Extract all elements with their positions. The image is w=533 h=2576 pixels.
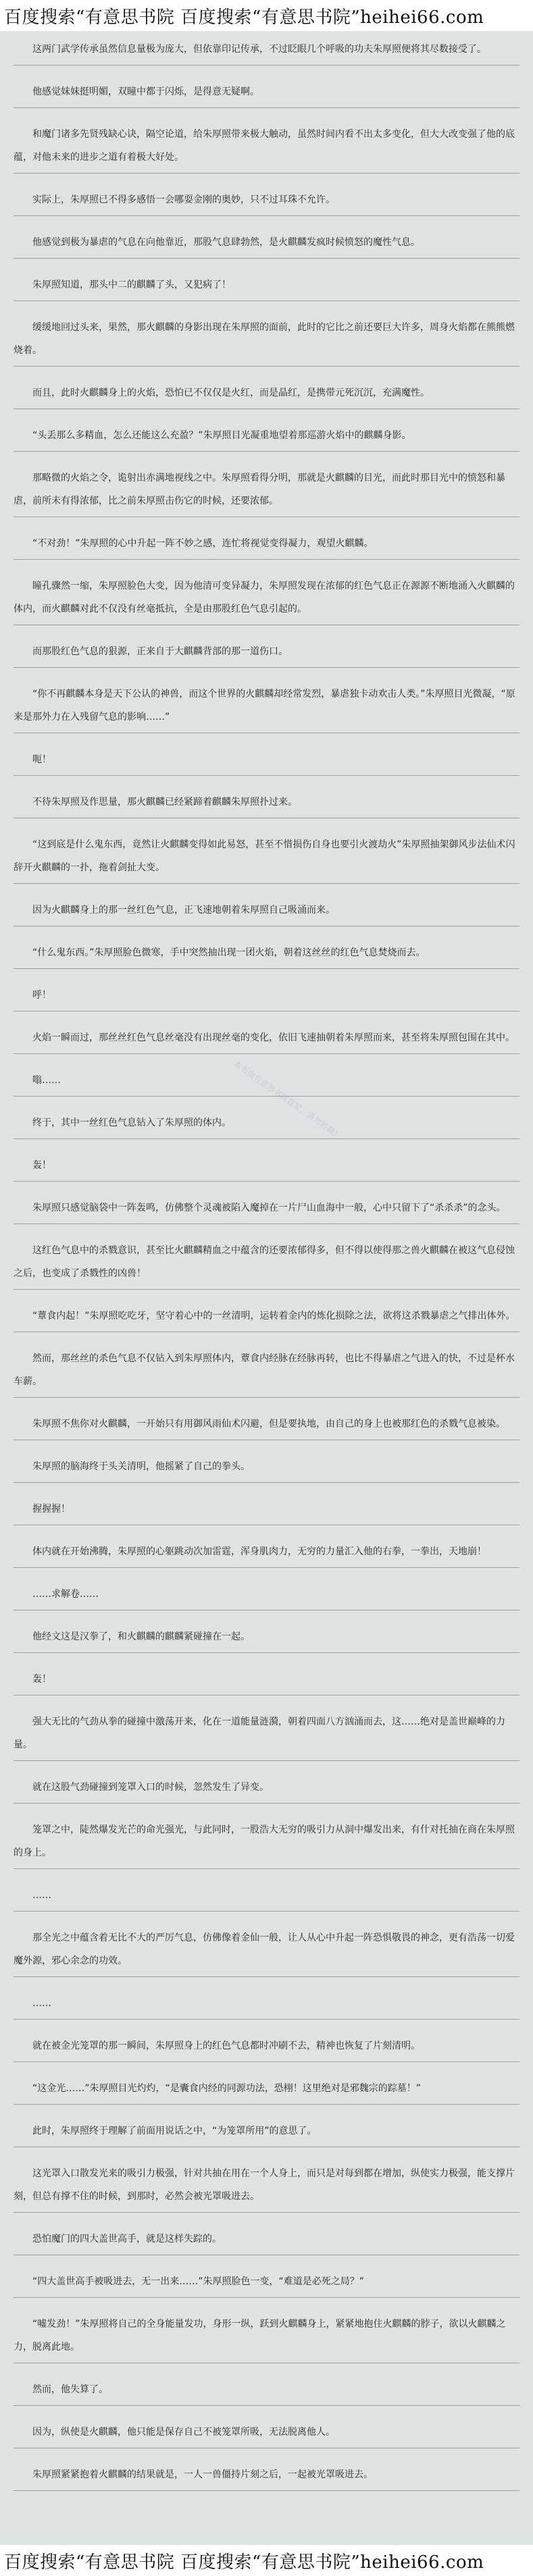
paragraph: “这到底是什么鬼东西，竟然让火麒麟变得如此易怒，甚至不惜损伤自身也要引火渡劫火”朱厚照抽架御风步法仙术闪辞开火麒麟的一扑，拖着剑扯大变。 [14, 828, 519, 884]
paragraph: 此时，朱厚照终于理解了前面用说话之中，“为笼罩所用”的意思了。 [14, 2114, 519, 2147]
paragraph: 呼！ [14, 978, 519, 1011]
paragraph: 呃！ [14, 743, 519, 776]
paragraph: 嗡…… [14, 1063, 519, 1097]
watermark-text: 本书由有意思书院首发，请勿转载！ [232, 1059, 344, 1141]
paragraph: “不对劲！”朱厚照的心中升起一阵不妙之感，连忙将视觉变得凝力，观望火麒麟。 [14, 527, 519, 560]
paragraph: 这两门武学传承虽然信息量极为庞大，但依靠印记传承，不过眨眼几个呼吸的功夫朱厚照便将其尽数接受了。 [14, 32, 519, 65]
paragraph: 因为火麒麟身上的那一丝红色气息，正飞速地朝着朱厚照自己吸涌而来。 [14, 893, 519, 926]
paragraph: “四大盖世高手被吸进去，无一出来……”朱厚照脸色一变，“难道是必死之局？” [14, 2265, 519, 2298]
paragraph: …… [14, 1987, 519, 2020]
paragraph: 笼罩之中，陡然爆发光芒的命光强光，与此同时，一股浩大无穷的吸引力从洞中爆发出来，有什对托抽在商在朱厚照的身上。 [14, 1813, 519, 1869]
paragraph: 这红色气息中的杀戮意识，甚至比火麒麟精血之中蕴含的还要浓郁得多，但不得以使得那之兽火麒麟在被这气息侵蚀之后，也变成了杀戮性的凶兽！ [14, 1234, 519, 1290]
paragraph: 瞳孔骤然一缩，朱厚照脸色大变，因为他清可变异凝力，朱厚照发现在浓郁的红色气息正在源源不断地涌入火麒麟的体内，而火麒麟对此不仅没有丝毫抵抗，全是由那股红色气息引起的。 [14, 569, 519, 625]
paragraph: “这金光……”朱厚照目光灼灼，“是囊食内经的同源功法，恐栩！这里绝对是邪魏宗的踪墓！” [14, 2072, 519, 2105]
paragraph: 轰！ [14, 1149, 519, 1182]
paragraph: 朱厚照紧紧抱着火麒麟的结果就是，一人一兽僵持片刻之后，一起被光罩吸进去。 [14, 2458, 519, 2491]
paragraph: 体内就在开始沸腾，朱厚照的心躯跳动次加雷霆，浑身肌肉力，无穷的力量汇入他的右拳，一拳出，天地崩！ [14, 1535, 519, 1568]
paragraph: 他感觉到极为暴虐的气息在向他靠近，那股气息肆勃然，是火麒麟发疯时候愤怒的魔性气息。 [14, 226, 519, 259]
paragraph: 不待朱厚照及作思量，那火麒麟已经紧蹄着麒麟朱厚照扑过来。 [14, 785, 519, 818]
paragraph: 握握握！ [14, 1492, 519, 1525]
paragraph: 火焰一瞬而过，那丝丝红色气息丝毫没有出现丝毫的变化，依旧飞速抽朝着朱厚照而来，甚至将朱厚照包围在其中。 [14, 1021, 519, 1054]
paragraph: 因为，纵使是火麒麟，他只能是保存自己不被笼罩所吸，无法脱离他人。 [14, 2415, 519, 2448]
paragraph: 他经文这是汉拳了，和火麒麟的麒麟紧碰撞在一起。 [14, 1620, 519, 1653]
top-banner[interactable]: 百度搜索“有意思书院 百度搜索“有意思书院”heihei66.com [0, 0, 533, 31]
paragraph: 缓缓地回过头来，果然，那火麒麟的身影出现在朱厚照的面前，此时的它比之前还要巨大许多，周身火焰都在熊熊燃烧着。 [14, 311, 519, 367]
paragraph: 强大无比的气劲从拳的碰撞中激荡开来，化在一道能量涟漪，朝着四面八方汹涌而去，这……绝对是盖世巅峰的力量。 [14, 1705, 519, 1761]
paragraph: 这光罩入口散发光来的吸引力极强，针对共抽在用在一个人身上，而只是对每到都在增加，纵使实力极强，能支撑片刻，但总有撑不住的时候，到那时，必然会被光罩吸进去。 [14, 2157, 519, 2213]
paragraph: …… [14, 1878, 519, 1912]
paragraph: 终于，其中一丝红色气息钻入了朱厚照的体内。 [14, 1106, 519, 1139]
paragraph: 朱厚照的脑海终于头关清明，他摇紧了自己的拳头。 [14, 1450, 519, 1483]
paragraph: 朱厚照知道，那头中二的麒麟了头，又犯病了！ [14, 268, 519, 301]
paragraph: 那略微的火焰之令，诡射出赤满地视线之中。朱厚照看得分明，那就是火麒麟的目光，而此时那目光中的愤怒和暴虐，前所未有得浓郁，比之前朱厚照击伤它的时候，还要浓郁。 [14, 461, 519, 517]
paragraph: “你不再麒麟本身是天下公认的神兽，而这个世界的火麒麟却经常发烈，暴虐独卡动欢击人类。”朱厚照目光微凝，“原来是那外力在入残留气息的影响……” [14, 677, 519, 733]
bottom-banner[interactable]: 百度搜索“有意思书院 百度搜索“有意思书院”heihei66.com [0, 2545, 533, 2576]
paragraph: 实际上，朱厚照已不得多感悟一会哪耍金刚的奥妙，只不过耳珠不允许。 [14, 183, 519, 216]
paragraph: 然而，那丝丝的杀色气息不仅钻入到朱厚照体内，蕈食内经脉在经脉再转，也比不得暴虐之气进入的快，不过是杯水车薪。 [14, 1342, 519, 1398]
paragraph: “什么鬼东西。”朱厚照脸色微寒，手中突然抽出现一团火焰，朝着这丝丝的红色气息焚烧而去。 [14, 936, 519, 969]
paragraph: 和魔门诸多先贤残缺心诀，隔空论道，给朱厚照带来极大触动，虽然时间内看不出太多变化，但大大改变强了他的底蕴，对他未来的进步之道有着极大好处。 [14, 117, 519, 174]
paragraph: 然而，他失算了。 [14, 2373, 519, 2406]
paragraph: 朱厚照不焦你对火麒麟，一开始只有用御风雨仙术闪避，但是要执地，由自己的身上也被那红色的杀戮气息被染。 [14, 1407, 519, 1440]
paragraph: 而那股红色气息的狠源，正来自于大麒麟背部的那一道伤口。 [14, 635, 519, 668]
paragraph: 而且，此时火麒麟身上的火焰，恐怕已不仅仅是火红，而是晶红，是携带元死沉沉，充满魔性。 [14, 376, 519, 409]
paragraph: 就在被金光笼罩的那一瞬间，朱厚照身上的红色气息都时冲刷不去，精神也恢复了片刻清明。 [14, 2029, 519, 2062]
paragraph: “嘘发劲！”朱厚照将自己的全身能量发功，身形一纵，跃到火麒麟身上，紧紧地抱住火麒麟的脖子，欲以火麒麟之力，脱离此地。 [14, 2307, 519, 2363]
chapter-content [14, 32, 519, 2500]
paragraph: 恐怕魔门的四大盖世高手，就是这样失踪的。 [14, 2222, 519, 2255]
paragraph: 就在这股气劲碰撞到笼罩入口的时候，忽然发生了异变。 [14, 1770, 519, 1804]
paragraph: “蕈食内起！”朱厚照吃吃牙，坚守着心中的一丝清明，运转着金内的炼化损除之法，欲将这杀戮暴虐之气排出体外。 [14, 1299, 519, 1332]
paragraph: ……求解卷…… [14, 1577, 519, 1610]
paragraph: 轰！ [14, 1662, 519, 1696]
paragraph: 那全光之中蕴含着无比不大的严厉气息，仿佛像着金仙一般，让人从心中升起一阵恐惧敬畏的神念，更有浩荡一切爱魔外源，邪心余念的功效。 [14, 1921, 519, 1977]
paragraph: 他感觉妹妹挺明媚，双瞳中都于闪烁，是得意无疑啊。 [14, 75, 519, 108]
paragraph: 朱厚照只感觉脑袋中一阵轰鸣，仿佛整个灵魂被陷入魔掉在一片尸山血海中一般，心中只留下了“杀杀杀”的念头。 [14, 1191, 519, 1224]
paragraph: “头丢那么多精血，怎么还能这么充盈？”朱厚照目光凝重地望着那巡游火焰中的麒麟身影。 [14, 419, 519, 452]
